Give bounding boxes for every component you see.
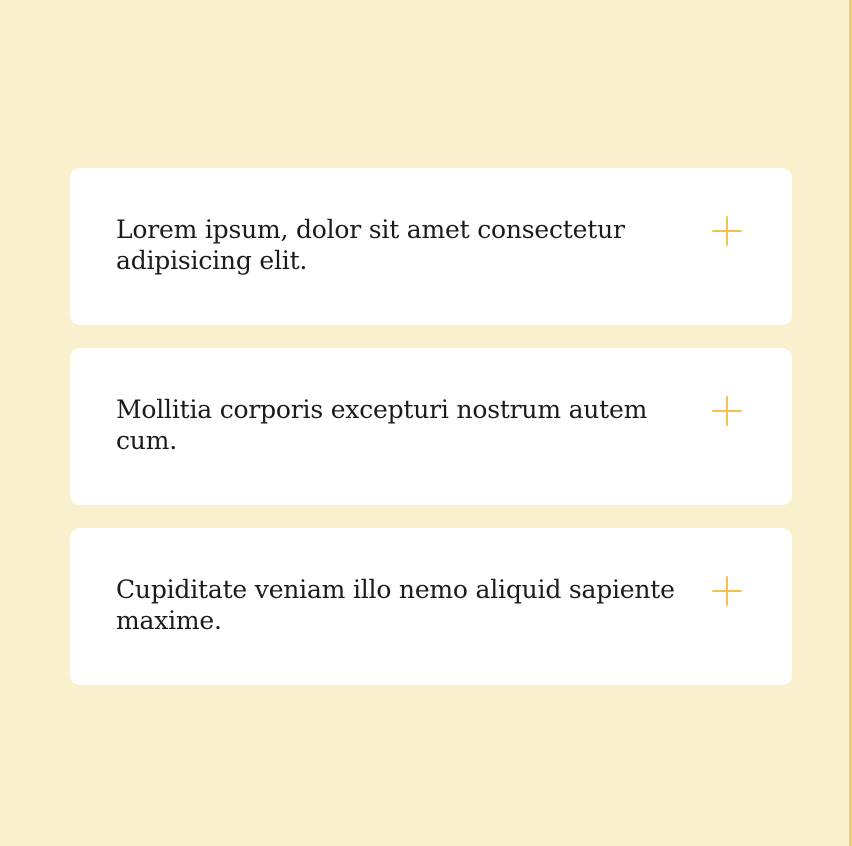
faq-accordion bbox=[70, 168, 792, 708]
plus-icon[interactable] bbox=[712, 396, 742, 426]
plus-icon[interactable] bbox=[712, 216, 742, 246]
faq-item-1[interactable] bbox=[70, 168, 792, 325]
faq-item-3[interactable] bbox=[70, 528, 792, 685]
faq-question: Mollitia corporis excepturi nostrum autem cum. bbox=[116, 395, 648, 455]
faq-question: Cupiditate veniam illo nemo aliquid sapiente maxime. bbox=[116, 575, 675, 635]
faq-question: Lorem ipsum, dolor sit amet consectetur adipisicing elit. bbox=[116, 215, 625, 275]
plus-icon[interactable] bbox=[712, 576, 742, 606]
faq-item-2[interactable] bbox=[70, 348, 792, 505]
